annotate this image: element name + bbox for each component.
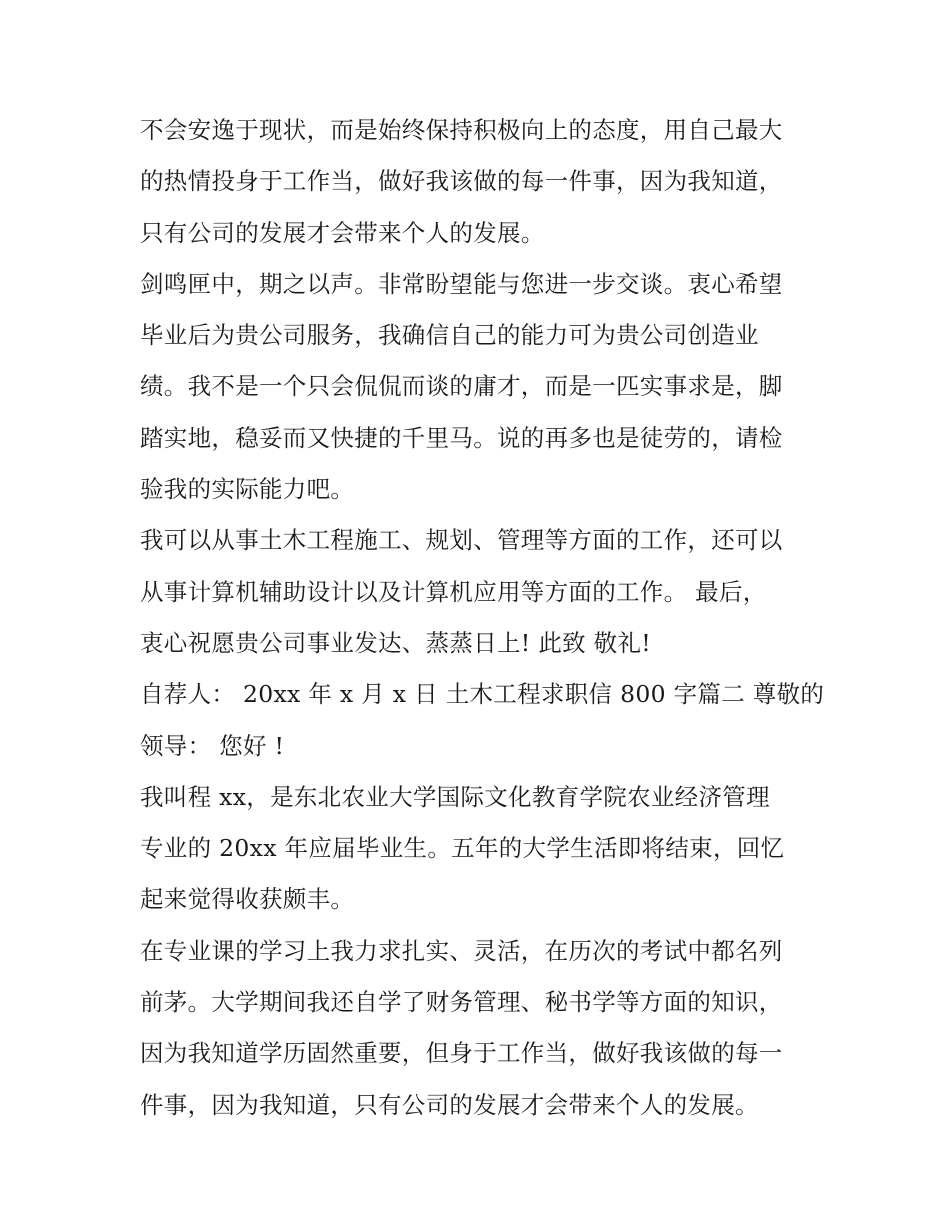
- text-line: 我可以从事土木工程施工、规划、管理等方面的工作，还可以: [140, 526, 783, 555]
- text-line: 领导： 您好 !: [140, 731, 285, 760]
- text-line: 绩。我不是一个只会侃侃而谈的庸才，而是一匹实事求是，脚: [140, 372, 783, 401]
- text-line: 件事，因为我知道，只有公司的发展才会带来个人的发展。: [140, 1090, 759, 1119]
- text-line: 起来觉得收获颇丰。: [140, 885, 355, 914]
- text-line: 衷心祝愿贵公司事业发达、蒸蒸日上! 此致 敬礼!: [140, 628, 652, 657]
- text-line: 不会安逸于现状，而是始终保持积极向上的态度，用自己最大: [140, 116, 783, 144]
- text-line: 毕业后为贵公司服务，我确信自己的能力可为贵公司创造业: [140, 321, 759, 350]
- text-line: 在专业课的学习上我力求扎实、灵活，在历次的考试中都名列: [140, 936, 783, 965]
- text-line: 自荐人： 20xx 年 x 月 x 日 土木工程求职信 800 字篇二 尊敬的: [140, 680, 825, 709]
- text-line: 踏实地，稳妥而又快捷的千里马。说的再多也是徒劳的，请检: [140, 423, 783, 452]
- document-body: [140, 105, 825, 1131]
- text-line: 专业的 20xx 年应届毕业生。五年的大学生活即将结束，回忆: [140, 834, 785, 863]
- text-line: 我叫程 xx，是东北农业大学国际文化教育学院农业经济管理: [140, 782, 770, 811]
- text-line: 只有公司的发展才会带来个人的发展。: [140, 218, 545, 247]
- text-line: 剑鸣匣中，期之以声。非常盼望能与您进一步交谈。衷心希望: [140, 269, 783, 298]
- text-line: 因为我知道学历固然重要，但身于工作当，做好我该做的每一: [140, 1039, 783, 1068]
- text-line: 的热情投身于工作当，做好我该做的每一件事，因为我知道，: [140, 167, 783, 196]
- text-line: 验我的实际能力吧。: [140, 475, 355, 504]
- text-line: 从事计算机辅助设计以及计算机应用等方面的工作。 最后，: [140, 577, 767, 606]
- text-line: 前茅。大学期间我还自学了财务管理、秘书学等方面的知识，: [140, 988, 783, 1017]
